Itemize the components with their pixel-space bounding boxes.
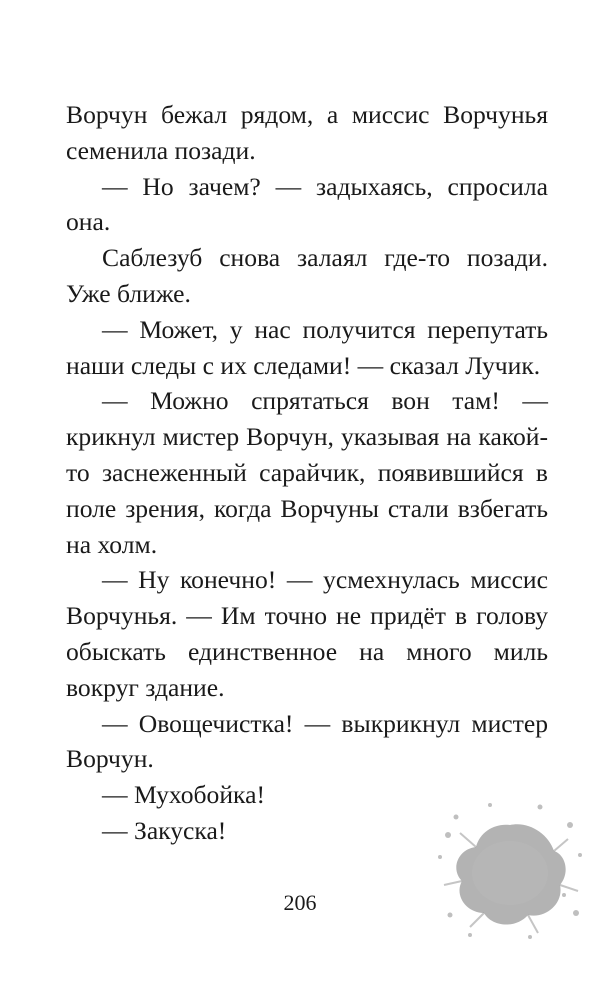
paragraph: Ворчун бежал рядом, а миссис Ворчунья семенила позади. — [66, 100, 548, 165]
paragraph: — Но зачем? — задыхаясь, спросила она. — [66, 171, 548, 237]
paragraph: — Мухобойка! — [102, 780, 265, 810]
page-text — [66, 97, 548, 849]
ink-splatter-decoration — [430, 795, 590, 945]
paragraph: — Ну конечно! — усмехнулась миссис Ворчунья. — Им точно не придёт в голову обыскать единственное на много миль вокруг здание. — [66, 565, 548, 702]
paragraph: Саблезуб снова залаял где-то позади. Уже ближе. — [66, 243, 548, 308]
paragraph: — Закуска! — [102, 815, 227, 845]
paragraph: — Можно спрятаться вон там! — крикнул мистер Ворчун, указывая на какой-то заснеженный сарайчик, появившийся в поле зрения, когда Ворчуны стали взбегать на холм. — [66, 386, 548, 559]
paragraph: — Может, у нас получится перепутать наши следы с их следами! — сказал Лучик. — [66, 314, 548, 380]
page-number: 206 — [283, 890, 317, 915]
paragraph: — Овощечистка! — выкрикнул мистер Ворчун. — [66, 708, 548, 774]
